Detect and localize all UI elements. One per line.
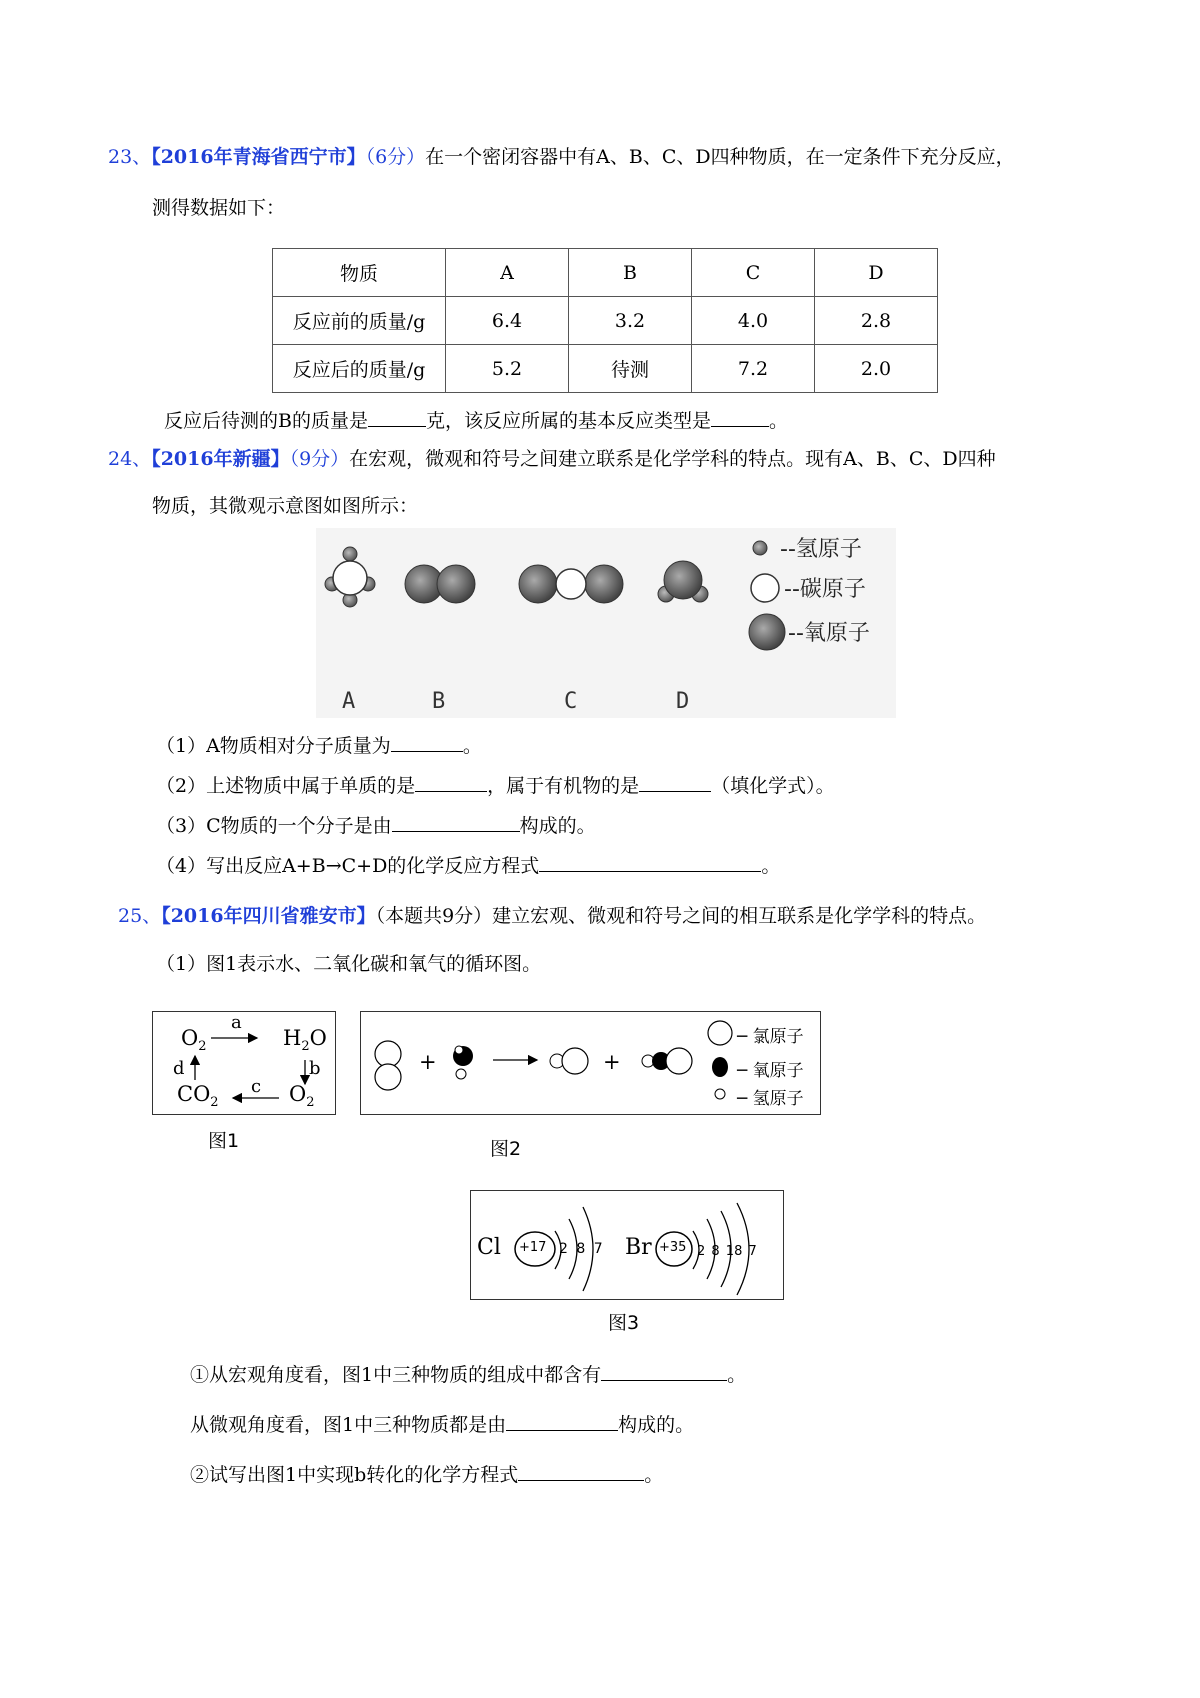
q25-line-1 xyxy=(190,1362,746,1387)
bromine-symbol: Br xyxy=(625,1235,652,1260)
table-cell: 反应前的质量/g xyxy=(273,297,446,345)
table-cell: 3.2 xyxy=(569,297,692,345)
table-cell: 4.0 xyxy=(692,297,815,345)
item-text: （填化学式）。 xyxy=(711,775,835,797)
item-text: 构成的。 xyxy=(519,815,596,837)
item-text: （4）写出反应A+B→C+D的化学反应方程式 xyxy=(156,855,540,877)
carbon-atom-icon xyxy=(751,574,779,602)
item-text: （3）C物质的一个分子是由 xyxy=(156,815,392,837)
oxygen-atom-icon xyxy=(749,614,785,650)
molecule-figure xyxy=(316,528,896,718)
q24-source: 【2016年新疆】 xyxy=(151,448,290,470)
q25-line-2 xyxy=(190,1412,694,1437)
figure-2-box xyxy=(360,1011,821,1115)
q25-score: （本题共9分） xyxy=(375,905,493,927)
figure-1-box xyxy=(152,1011,336,1115)
legend-hydrogen: ─ 氢原子 xyxy=(737,1089,804,1109)
figure-3-caption: 图3 xyxy=(608,1312,640,1334)
bromine-shells: 2 8 18 7 xyxy=(697,1244,757,1259)
legend-oxygen: ─ 氧原子 xyxy=(737,1061,804,1081)
molecule-label: C xyxy=(564,689,578,714)
table-header-row xyxy=(273,249,938,297)
bromine-nucleus: +35 xyxy=(659,1240,687,1255)
q25-line1 xyxy=(118,904,986,928)
q23-source: 【2016年青海省西宁市】 xyxy=(151,146,366,168)
co2: $CO_2$ xyxy=(177,1082,219,1111)
q24-text1: 在宏观，微观和符号之间建立联系是化学学科的特点。现有A、B、C、D四种 xyxy=(349,448,996,470)
answer-blank[interactable] xyxy=(506,1412,618,1431)
q23-question-b: 克，该反应所属的基本反应类型是 xyxy=(425,410,711,432)
hydrogen-atom-icon xyxy=(715,1089,725,1099)
answer-blank[interactable] xyxy=(391,733,463,752)
answer-blank[interactable] xyxy=(368,408,426,427)
item-text: （2）上述物质中属于单质的是 xyxy=(156,775,416,797)
figure-1-caption: 图1 xyxy=(208,1130,240,1152)
answer-blank[interactable] xyxy=(539,853,761,872)
answer-blank[interactable] xyxy=(415,773,487,792)
legend-carbon: --碳原子 xyxy=(784,577,866,602)
table-cell: 5.2 xyxy=(446,345,569,393)
q24-item-3 xyxy=(156,813,596,838)
q24-score: （9分） xyxy=(289,448,350,470)
item-text: 。 xyxy=(462,735,482,757)
q23-question-c: 。 xyxy=(768,410,788,432)
line-text: 构成的。 xyxy=(618,1414,695,1436)
molecule-label: A xyxy=(342,689,356,714)
answer-blank[interactable] xyxy=(639,773,711,792)
table-cell: 6.4 xyxy=(446,297,569,345)
q25-sub1: （1）图1表示水、二氧化碳和氧气的循环图。 xyxy=(156,953,542,975)
chlorine-nucleus: +17 xyxy=(519,1240,547,1255)
table-cell: 2.8 xyxy=(815,297,938,345)
line-text: ①从宏观角度看，图1中三种物质的组成中都含有 xyxy=(190,1364,602,1386)
line-text: ②试写出图1中实现b转化的化学方程式 xyxy=(190,1464,519,1486)
o2-bottom: $O_2$ xyxy=(289,1082,315,1111)
molecule-label: D xyxy=(676,689,690,714)
oxygen-atom-icon xyxy=(712,1057,728,1077)
legend-oxygen: --氧原子 xyxy=(788,621,870,646)
answer-blank[interactable] xyxy=(711,408,769,427)
q23-number: 23、 xyxy=(108,146,152,168)
q25-source: 【2016年四川省雅安市】 xyxy=(161,905,376,927)
table-cell: 7.2 xyxy=(692,345,815,393)
q25-number: 25、 xyxy=(118,905,162,927)
q23-text1: 在一个密闭容器中有A、B、C、D四种物质，在一定条件下充分反应， xyxy=(425,146,1015,168)
q24-item-4 xyxy=(156,853,780,878)
h2o: $H_2O$ xyxy=(283,1026,327,1055)
arrow-label-d: d xyxy=(173,1058,185,1079)
q24-text2: 物质，其微观示意图如图所示： xyxy=(152,495,419,517)
table-header-cell: D xyxy=(815,249,938,297)
line-text: 。 xyxy=(644,1464,664,1486)
q23-question-a: 反应后待测的B的质量是 xyxy=(164,410,368,432)
q23-line1 xyxy=(108,145,1015,169)
q25-text1: 建立宏观、微观和符号之间的相互联系是化学学科的特点。 xyxy=(492,905,987,927)
q25-line-3 xyxy=(190,1462,663,1487)
q24-item-2 xyxy=(156,773,835,798)
chlorine-symbol: Cl xyxy=(477,1235,501,1260)
answer-blank[interactable] xyxy=(601,1362,727,1381)
molecule-label: B xyxy=(432,689,446,714)
hydrogen-atom-icon xyxy=(753,541,767,555)
chlorine-shells: 2 8 7 xyxy=(559,1241,603,1257)
arrow-label-b: b xyxy=(309,1058,321,1079)
answer-blank[interactable] xyxy=(518,1462,644,1481)
q24-number: 24、 xyxy=(108,448,152,470)
q23-data-table xyxy=(272,248,938,393)
arrow-label-c: c xyxy=(251,1076,262,1097)
q23-question xyxy=(164,408,788,433)
table-header-cell: B xyxy=(569,249,692,297)
molecule-c xyxy=(519,565,623,603)
line-text: 从微观角度看，图1中三种物质都是由 xyxy=(190,1414,507,1436)
figure-3-box xyxy=(470,1190,784,1300)
legend-chlorine: ─ 氯原子 xyxy=(737,1027,804,1047)
table-cell: 待测 xyxy=(569,345,692,393)
q24-line1 xyxy=(108,447,996,471)
q24-item-1 xyxy=(156,733,482,758)
item-text: （1）A物质相对分子质量为 xyxy=(156,735,391,757)
legend-hydrogen: --氢原子 xyxy=(780,537,862,562)
table-header-cell: 物质 xyxy=(273,249,446,297)
q23-score: （6分） xyxy=(365,146,426,168)
plus-sign: + xyxy=(603,1050,621,1074)
table-row xyxy=(273,345,938,393)
answer-blank[interactable] xyxy=(392,813,520,832)
figure-2-caption: 图2 xyxy=(490,1138,522,1160)
table-cell: 2.0 xyxy=(815,345,938,393)
line-text: 。 xyxy=(727,1364,747,1386)
item-text: ，属于有机物的是 xyxy=(487,775,640,797)
table-cell: 反应后的质量/g xyxy=(273,345,446,393)
table-row xyxy=(273,297,938,345)
item-text: 。 xyxy=(761,855,781,877)
arrow-label-a: a xyxy=(231,1012,242,1033)
table-header-cell: C xyxy=(692,249,815,297)
table-header-cell: A xyxy=(446,249,569,297)
q23-text2: 测得数据如下： xyxy=(152,197,286,219)
chlorine-atom-icon xyxy=(708,1021,732,1045)
o2-top: $O_2$ xyxy=(181,1026,207,1055)
plus-sign: + xyxy=(419,1050,437,1074)
